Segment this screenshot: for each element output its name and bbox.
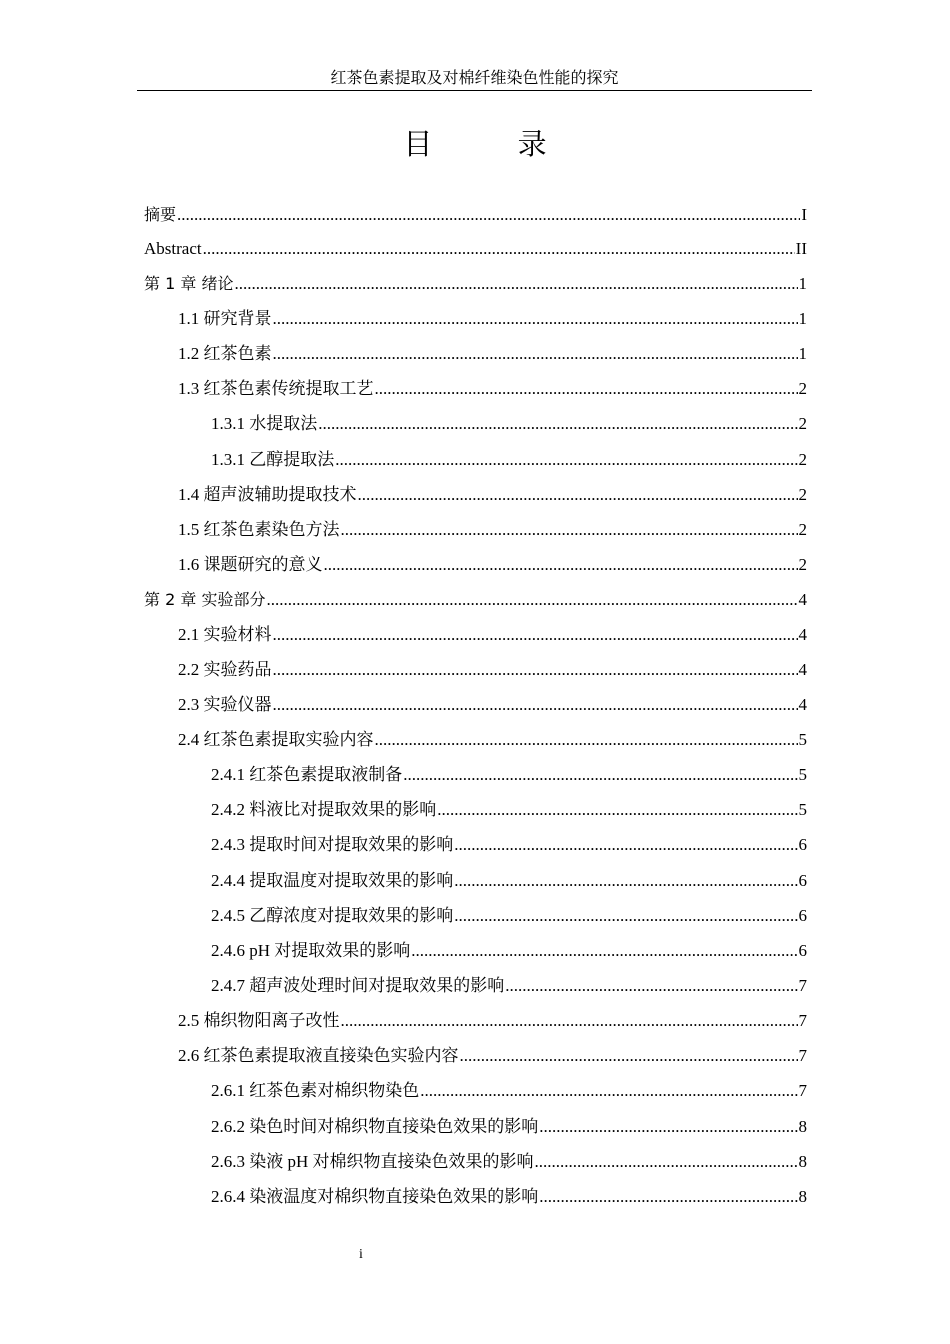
toc-entry[interactable]	[144, 862, 807, 892]
toc-entry-page: 2	[798, 450, 807, 469]
toc-entry[interactable]	[144, 651, 807, 681]
toc-entry-label: 2.4.7 超声波处理时间对提取效果的影响	[211, 976, 505, 995]
toc-entry[interactable]	[144, 511, 807, 541]
toc-dot-leader	[437, 799, 797, 821]
toc-entry[interactable]	[144, 686, 807, 716]
toc-entry-label: 2.4.6 pH 对提取效果的影响	[211, 941, 411, 960]
toc-entry-page: 6	[798, 906, 807, 925]
toc-entry-label: 2.4.2 料液比对提取效果的影响	[211, 800, 437, 819]
toc-entry-label: 1.4 超声波辅助提取技术	[178, 485, 357, 504]
toc-dot-leader	[335, 449, 797, 471]
toc-entry-page: I	[801, 205, 807, 224]
toc-entry-page: 7	[798, 1011, 807, 1030]
toc-entry-label: 2.3 实验仪器	[178, 695, 272, 714]
toc-dot-leader	[234, 273, 797, 295]
toc-entry-label: 2.6.3 染液 pH 对棉织物直接染色效果的影响	[211, 1152, 534, 1171]
toc-entry[interactable]	[144, 791, 807, 821]
toc-dot-leader	[203, 238, 795, 260]
toc-dot-leader	[411, 940, 797, 962]
toc-dot-leader	[403, 764, 797, 786]
toc-entry-page: 4	[798, 660, 807, 679]
toc-entry-label: 2.4 红茶色素提取实验内容	[178, 730, 374, 749]
toc-entry-label: 2.2 实验药品	[178, 660, 272, 679]
toc-entry-label: 1.6 课题研究的意义	[178, 555, 323, 574]
page-number: i	[359, 1247, 363, 1262]
toc-entry-page: 4	[798, 590, 807, 609]
toc-dot-leader	[539, 1116, 797, 1138]
toc-entry-label: 1.1 研究背景	[178, 309, 272, 328]
toc-entry-page: 2	[798, 555, 807, 574]
toc-entry-label: 2.1 实验材料	[178, 625, 272, 644]
toc-entry[interactable]	[144, 405, 807, 435]
toc-entry-page: 7	[798, 1046, 807, 1065]
toc-dot-leader	[505, 975, 797, 997]
toc-dot-leader	[375, 378, 798, 400]
toc-dot-leader	[358, 484, 798, 506]
toc-entry[interactable]	[144, 265, 807, 295]
toc-entry-label: 2.6 红茶色素提取液直接染色实验内容	[178, 1046, 459, 1065]
toc-entry-page: 2	[798, 414, 807, 433]
toc-entry-label: 2.5 棉织物阳离子改性	[178, 1011, 340, 1030]
toc-entry-page: 6	[798, 941, 807, 960]
toc-dot-leader	[324, 554, 798, 576]
toc-entry-page: 6	[798, 871, 807, 890]
toc-entry[interactable]	[144, 756, 807, 786]
toc-entry-page: 4	[798, 695, 807, 714]
toc-entry[interactable]	[144, 1178, 807, 1208]
toc-entry[interactable]	[144, 616, 807, 646]
toc-entry-label: 2.6.1 红茶色素对棉织物染色	[211, 1081, 420, 1100]
toc-entry[interactable]	[144, 370, 807, 400]
toc-entry-label: Abstract	[144, 239, 202, 258]
toc-entry[interactable]	[144, 1108, 807, 1138]
toc-dot-leader	[266, 589, 797, 611]
running-header: 红茶色素提取及对棉纤维染色性能的探究	[330, 70, 619, 87]
toc-entry-page: 6	[798, 835, 807, 854]
toc-entry[interactable]	[144, 967, 807, 997]
toc-entry-page: 5	[798, 800, 807, 819]
toc-entry-page: 5	[798, 765, 807, 784]
toc-entry[interactable]	[144, 1143, 807, 1173]
toc-entry-label: 2.4.4 提取温度对提取效果的影响	[211, 871, 454, 890]
toc-entry-label: 1.5 红茶色素染色方法	[178, 520, 340, 539]
toc-entry-label: 2.4.5 乙醇浓度对提取效果的影响	[211, 906, 454, 925]
toc-entry-page: 1	[798, 309, 807, 328]
toc-entry[interactable]	[144, 476, 807, 506]
toc-dot-leader	[273, 624, 798, 646]
toc-entry-page: 8	[798, 1187, 807, 1206]
toc-entry[interactable]	[144, 441, 807, 471]
toc-entry[interactable]	[144, 581, 807, 611]
toc-entry-page: 8	[798, 1117, 807, 1136]
header-rule	[137, 90, 812, 91]
toc-entry[interactable]	[144, 1002, 807, 1032]
toc-entry[interactable]	[144, 1072, 807, 1102]
toc-entry-page: 1	[798, 274, 807, 293]
toc-entry-label: 摘要	[144, 205, 177, 224]
toc-entry[interactable]	[144, 546, 807, 576]
toc-entry-page: 2	[798, 520, 807, 539]
page-title: 目 录	[403, 127, 585, 161]
toc-dot-leader	[454, 905, 797, 927]
toc-dot-leader	[460, 1045, 798, 1067]
toc-entry[interactable]	[144, 826, 807, 856]
toc-entry-page: 5	[798, 730, 807, 749]
toc-entry-label: 1.3.1 水提取法	[211, 414, 318, 433]
toc-entry[interactable]	[144, 1037, 807, 1067]
toc-entry[interactable]	[144, 721, 807, 751]
toc-entry-page: 4	[798, 625, 807, 644]
toc-entry-page: 2	[798, 485, 807, 504]
toc-dot-leader	[318, 413, 797, 435]
toc-entry[interactable]	[144, 230, 807, 260]
toc-entry-label: 1.2 红茶色素	[178, 344, 272, 363]
toc-dot-leader	[454, 870, 797, 892]
toc-dot-leader	[454, 834, 797, 856]
toc-entry-page: 8	[798, 1152, 807, 1171]
toc-dot-leader	[273, 694, 798, 716]
toc-dot-leader	[341, 519, 798, 541]
toc-dot-leader	[341, 1010, 798, 1032]
toc-dot-leader	[375, 729, 798, 751]
toc-entry-page: II	[795, 239, 807, 258]
toc-dot-leader	[535, 1151, 798, 1173]
toc-dot-leader	[539, 1186, 797, 1208]
toc-entry[interactable]	[144, 196, 807, 226]
toc-entry-page: 1	[798, 344, 807, 363]
toc-entry[interactable]	[144, 932, 807, 962]
toc-entry[interactable]	[144, 897, 807, 927]
toc-entry[interactable]	[144, 300, 807, 330]
toc-entry-label: 2.6.2 染色时间对棉织物直接染色效果的影响	[211, 1117, 539, 1136]
toc-entry-label: 2.6.4 染液温度对棉织物直接染色效果的影响	[211, 1187, 539, 1206]
toc-entry-label: 2.4.1 红茶色素提取液制备	[211, 765, 403, 784]
toc-entry-label: 1.3.1 乙醇提取法	[211, 450, 335, 469]
toc-entry-label: 第 2 章 实验部分	[144, 590, 266, 609]
toc-entry-label: 1.3 红茶色素传统提取工艺	[178, 379, 374, 398]
toc-entry-page: 7	[798, 976, 807, 995]
toc-entry[interactable]	[144, 335, 807, 365]
toc-dot-leader	[420, 1080, 797, 1102]
toc-dot-leader	[273, 343, 798, 365]
toc-entry-label: 第 1 章 绪论	[144, 274, 234, 293]
toc-dot-leader	[177, 204, 800, 226]
toc-entry-page: 7	[798, 1081, 807, 1100]
toc-dot-leader	[273, 659, 798, 681]
toc-entry-page: 2	[798, 379, 807, 398]
toc-dot-leader	[273, 308, 798, 330]
toc-entry-label: 2.4.3 提取时间对提取效果的影响	[211, 835, 454, 854]
